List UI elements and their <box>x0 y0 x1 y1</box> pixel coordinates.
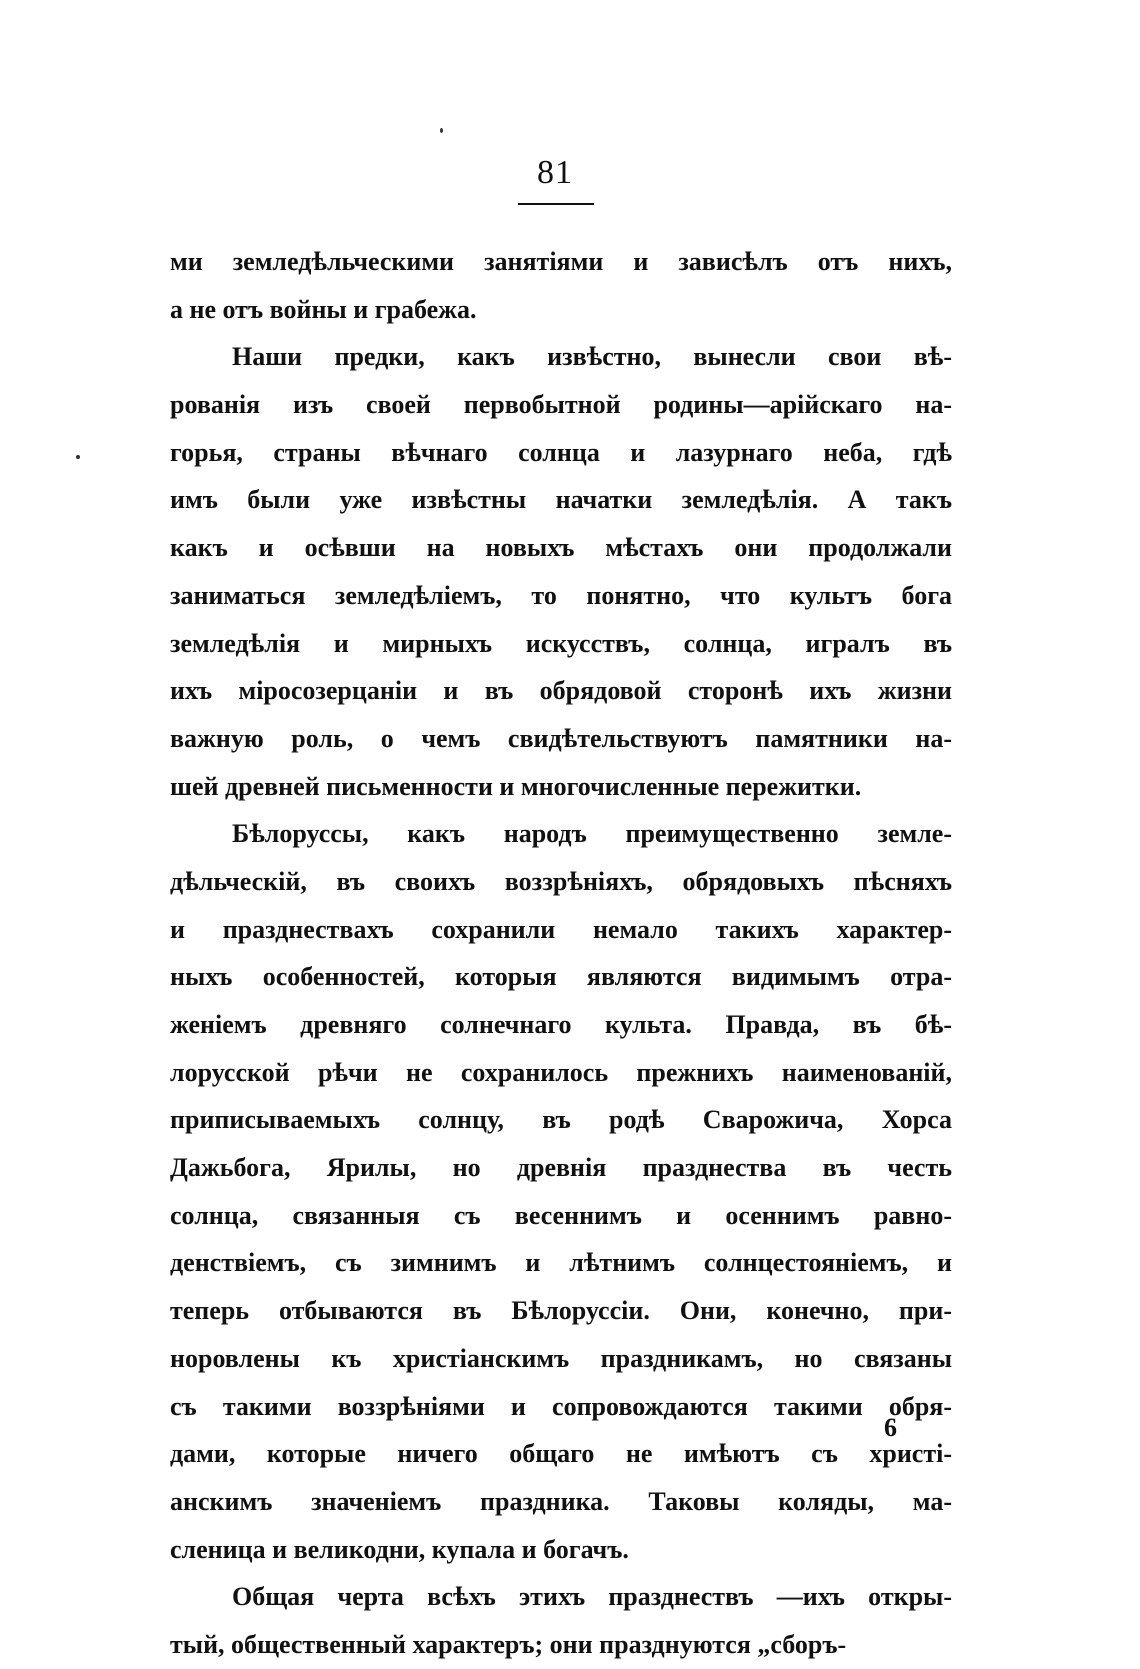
text-line: ихъ міросозерцаніи и въ обрядовой сторонѣ ихъ жизни <box>170 676 952 706</box>
text-line: дѣльческій, въ своихъ воззрѣніяхъ, обрядовыхъ пѣсняхъ <box>170 866 952 896</box>
text-line: лорусской рѣчи не сохранилось прежнихъ наименованій, <box>170 1057 952 1087</box>
text-line: а не отъ войны и грабежа. <box>170 294 477 324</box>
page-number: 81 <box>537 154 573 191</box>
text-line: приписываемыхъ солнцу, въ родѣ Сварожича, Хорса <box>170 1105 952 1135</box>
text-line: рованія изъ своей первобытной родины—арійскаго на- <box>170 390 952 420</box>
text-line: Наши предки, какъ извѣстно, вынесли свои вѣ- <box>232 342 952 372</box>
text-line: земледѣлія и мирныхъ искусствъ, солнца, игралъ въ <box>170 628 952 658</box>
text-line: теперь отбываются въ Бѣлоруссіи. Они, конечно, при- <box>170 1296 952 1326</box>
text-line: Бѣлоруссы, какъ народъ преимущественно земле- <box>232 819 952 849</box>
text-line: имъ были уже извѣстны начатки земледѣлія. А такъ <box>170 485 952 515</box>
text-line: дами, которые ничего общаго не имѣютъ съ христі- <box>170 1439 952 1469</box>
text-line: солнца, связанныя съ весеннимъ и осеннимъ равно- <box>170 1200 952 1230</box>
signature-mark: 6 <box>884 1413 897 1442</box>
text-line: Общая черта всѣхъ этихъ празднествъ —ихъ откры- <box>232 1582 952 1612</box>
text-line: ми земледѣльческими занятіями и зависѣлъ отъ нихъ, <box>170 247 952 276</box>
text-line: съ такими воззрѣніями и сопровождаются такими обря- <box>170 1391 952 1421</box>
text-line: норовлены къ христіанскимъ праздникамъ, но связаны <box>170 1343 952 1373</box>
text-line: Дажьбога, Ярилы, но древнія празднества въ честь <box>170 1153 952 1183</box>
text-line: какъ и осѣвши на новыхъ мѣстахъ они продолжали <box>170 533 952 563</box>
body-text <box>170 238 952 1669</box>
page-number-underline <box>518 203 594 205</box>
ink-speck <box>76 455 80 459</box>
ink-speck <box>440 128 443 133</box>
text-line: ныхъ особенностей, которыя являются видимымъ отра- <box>170 962 952 992</box>
text-line: женіемъ древняго солнечнаго культа. Правда, въ бѣ- <box>170 1010 952 1039</box>
text-line: сленица и великодни, купала и богачъ. <box>170 1534 629 1564</box>
text-line: горья, страны вѣчнаго солнца и лазурнаго неба, гдѣ <box>170 437 952 467</box>
text-line: тый, общественный характеръ; они празднуются „сборъ- <box>170 1629 847 1659</box>
text-line: заниматься земледѣліемъ, то понятно, что культъ бога <box>170 580 952 610</box>
text-line: анскимъ значеніемъ праздника. Таковы коляды, ма- <box>170 1486 952 1516</box>
text-line: денствіемъ, съ зимнимъ и лѣтнимъ солнцестояніемъ, и <box>170 1248 952 1278</box>
text-line: и празднествахъ сохранили немало такихъ характер- <box>170 914 952 944</box>
text-line: важную роль, о чемъ свидѣтельствуютъ памятники на- <box>170 723 952 753</box>
text-line: шей древней письменности и многочисленные пережитки. <box>170 771 862 801</box>
